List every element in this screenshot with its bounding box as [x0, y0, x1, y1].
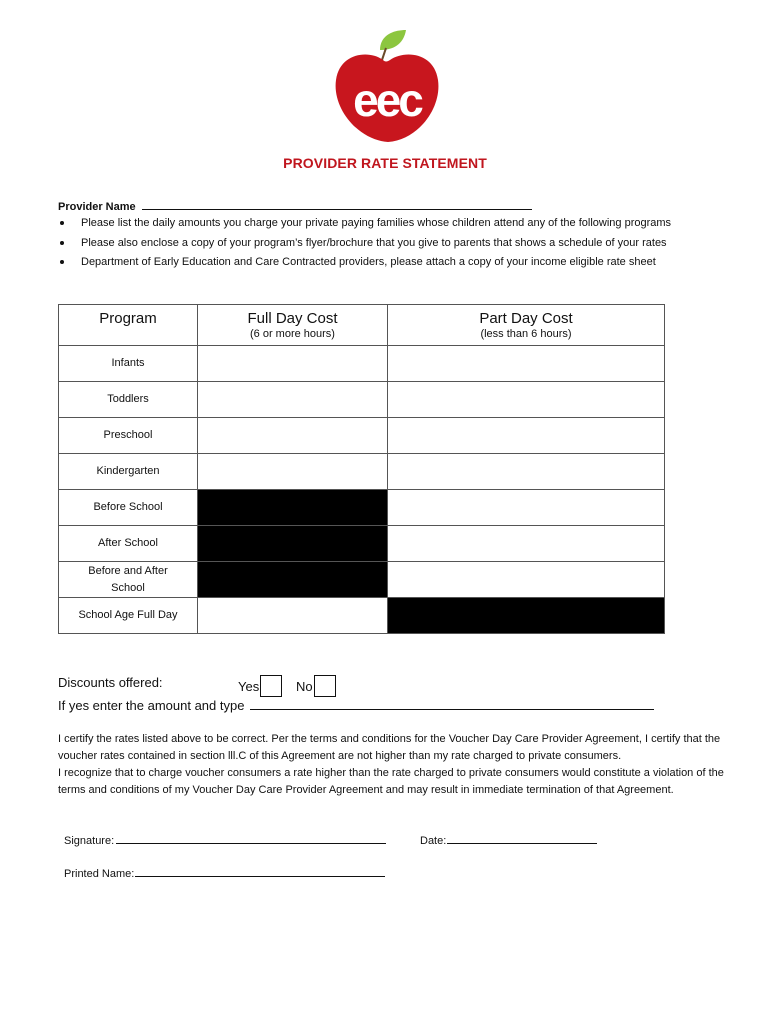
certification-text [58, 731, 728, 799]
full-day-header-sub: (6 or more hours) [250, 328, 335, 340]
full-day-cell-blocked [198, 490, 388, 526]
signature-line[interactable] [116, 832, 386, 844]
part-day-cell-blocked [388, 598, 665, 634]
leaf-icon [380, 30, 406, 50]
printed-name-label: Printed Name: [64, 868, 135, 880]
instruction-item: Please list the daily amounts you charge your private paying families whose children attend any of the following programs [58, 214, 738, 233]
discount-no-option [296, 675, 336, 697]
part-day-cost-input[interactable] [388, 346, 665, 382]
discount-yes-option [238, 675, 282, 697]
logo-text: eec [353, 74, 421, 126]
full-day-cell-blocked [198, 526, 388, 562]
program-header-label: Program [99, 310, 157, 327]
part-day-cost-input[interactable] [388, 382, 665, 418]
rate-row [59, 454, 665, 490]
provider-name-label: Provider Name [58, 201, 136, 213]
full-day-cost-input[interactable] [198, 598, 388, 634]
part-day-cost-input[interactable] [388, 562, 665, 598]
full-day-cost-input[interactable] [198, 454, 388, 490]
rate-row [59, 418, 665, 454]
program-label: Kindergarten [59, 454, 198, 490]
yes-label: Yes [238, 679, 260, 694]
certification-paragraph: I recognize that to charge voucher consumers a rate higher than the rate charged to private consumers would constitute a violation of the terms and conditions of my Voucher Day Care Provider Agreement and may result in immediate termination of that Agreement. [58, 767, 724, 796]
program-header [59, 305, 198, 346]
rate-row [59, 382, 665, 418]
yes-checkbox[interactable] [260, 675, 282, 697]
instruction-item: Department of Early Education and Care Contracted providers, please attach a copy of your income eligible rate sheet [58, 253, 738, 272]
signature-field [64, 832, 386, 847]
signature-label: Signature: [64, 835, 115, 847]
no-checkbox[interactable] [314, 675, 336, 697]
full-day-cell-blocked [198, 562, 388, 598]
program-label: Infants [59, 346, 198, 382]
part-day-cost-input[interactable] [388, 454, 665, 490]
rate-table [58, 304, 665, 634]
provider-name-field [58, 198, 532, 213]
date-label: Date: [420, 835, 447, 847]
program-label: After School [59, 526, 198, 562]
full-day-header-label: Full Day Cost [247, 310, 338, 327]
program-label: Before School [59, 490, 198, 526]
part-day-header-label: Part Day Cost [479, 310, 573, 327]
date-field [420, 832, 597, 847]
full-day-header [198, 305, 388, 346]
program-label: Before and After School [59, 562, 198, 598]
certification-paragraph: I certify the rates listed above to be correct. Per the terms and conditions for the Voucher Day Care Provider Agreement, I certify that the voucher rates contained in section lll.C of this Agreement are not higher than my rate charged to private consumers. [58, 733, 721, 762]
discounts-label: Discounts offered: [58, 675, 163, 690]
program-label: School Age Full Day [59, 598, 198, 634]
rate-row [59, 526, 665, 562]
rate-table-header [59, 305, 665, 346]
program-label: Toddlers [59, 382, 198, 418]
discounts-row [58, 675, 313, 694]
full-day-cost-input[interactable] [198, 382, 388, 418]
rate-row [59, 490, 665, 526]
instructions-list [58, 214, 738, 272]
rate-row [59, 598, 665, 634]
rate-row [59, 346, 665, 382]
rate-row [59, 562, 665, 598]
part-day-cost-input[interactable] [388, 490, 665, 526]
part-day-cost-input[interactable] [388, 418, 665, 454]
part-day-header-sub: (less than 6 hours) [480, 328, 572, 340]
eec-logo [330, 28, 446, 146]
printed-name-line[interactable] [135, 865, 385, 877]
discount-details-field [58, 697, 654, 713]
full-day-cost-input[interactable] [198, 346, 388, 382]
no-label: No [296, 679, 313, 694]
discount-details-line[interactable] [250, 697, 654, 710]
date-line[interactable] [447, 832, 597, 844]
instruction-item: Please also enclose a copy of your program’s flyer/brochure that you give to parents that shows a schedule of your rates [58, 234, 738, 253]
discount-details-label: If yes enter the amount and type [58, 698, 245, 713]
part-day-cost-input[interactable] [388, 526, 665, 562]
provider-name-line[interactable] [142, 198, 532, 210]
full-day-cost-input[interactable] [198, 418, 388, 454]
part-day-header [388, 305, 665, 346]
program-label: Preschool [59, 418, 198, 454]
printed-name-field [64, 865, 385, 880]
page-title: PROVIDER RATE STATEMENT [283, 155, 487, 171]
